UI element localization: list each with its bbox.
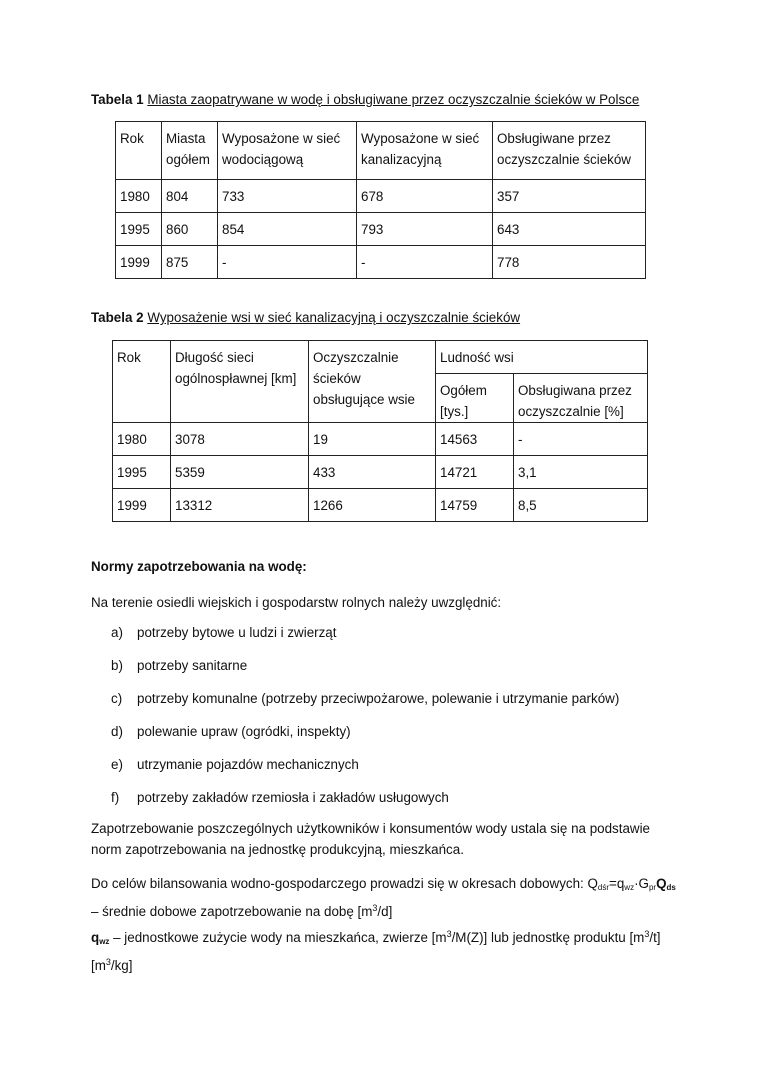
table2-header-cell: Oczyszczalnie ścieków obsługujące wsie xyxy=(309,341,436,423)
list-item-text: potrzeby komunalne (potrzeby przeciwpożarowe, polewanie i utrzymanie parków) xyxy=(137,691,620,706)
demand-paragraph: Zapotrzebowanie poszczególnych użytkowników i konsumentów wody ustala się na podstawie norm zapotrzebowania na jednostkę produkcyjną, mieszkańca. xyxy=(91,821,650,857)
list-item-text: potrzeby bytowe u ludzi i zwierząt xyxy=(137,625,337,640)
table1-caption xyxy=(91,92,639,107)
table1-header-cell: Obsługiwane przez oczyszczalnie ścieków xyxy=(493,122,646,180)
table-cell: 14759 xyxy=(436,489,514,522)
list-item-text: polewanie upraw (ogródki, inspekty) xyxy=(137,724,351,739)
list-marker: c) xyxy=(111,691,123,706)
table-cell: 643 xyxy=(493,213,646,246)
table-cell: 19 xyxy=(309,423,436,456)
table2-caption xyxy=(91,310,520,325)
balance-text: Do celów bilansowania wodno-gospodarczego prowadzi się w okresach dobowych: Q xyxy=(91,876,598,891)
subscript: ds xyxy=(666,883,676,892)
table-cell: 1266 xyxy=(309,489,436,522)
list-marker: b) xyxy=(111,658,123,673)
table2-header-row xyxy=(113,341,648,374)
norms-intro: Na terenie osiedli wiejskich i gospodarstw rolnych należy uwzględnić: xyxy=(91,595,502,610)
table-cell: - xyxy=(357,246,493,279)
norms-heading: Normy zapotrzebowania na wodę: xyxy=(91,559,307,574)
table-cell: 678 xyxy=(357,180,493,213)
balance-text: – średnie dobowe zapotrzebowanie na dobę [m xyxy=(91,904,373,919)
list-marker: a) xyxy=(111,625,123,640)
balance-text: =q xyxy=(609,876,625,891)
subscript: pr xyxy=(648,883,657,892)
superscript: 3 xyxy=(105,957,111,967)
superscript: 3 xyxy=(644,929,650,939)
table2-header-cell: Ogółem [tys.] xyxy=(436,374,514,423)
table1-header-cell: Rok xyxy=(116,122,162,180)
table-cell: 854 xyxy=(218,213,357,246)
table2 xyxy=(112,340,648,522)
table1-caption-label: Tabela 1 xyxy=(91,92,144,107)
table-cell: 357 xyxy=(493,180,646,213)
table-cell: 1999 xyxy=(113,489,171,522)
table1-header-cell: Miasta ogółem xyxy=(162,122,218,180)
subscript: dśr xyxy=(597,883,610,892)
table-cell: 1980 xyxy=(113,423,171,456)
table2-header-cell: Rok xyxy=(113,341,171,423)
table-cell: 793 xyxy=(357,213,493,246)
table-cell: 733 xyxy=(218,180,357,213)
qwz-text: /M(Z)] lub jednostkę produktu [m xyxy=(451,930,645,945)
table-cell: 433 xyxy=(309,456,436,489)
table-cell: 804 xyxy=(162,180,218,213)
table-cell: 875 xyxy=(162,246,218,279)
table-cell: - xyxy=(218,246,357,279)
table2-caption-title: Wyposażenie wsi w sieć kanalizacyjną i oczyszczalnie ścieków xyxy=(147,310,521,325)
table1 xyxy=(115,121,646,279)
table-cell: 3078 xyxy=(171,423,309,456)
table2-caption-label: Tabela 2 xyxy=(91,310,144,325)
table1-header-cell: Wyposażone w sieć wodociągową xyxy=(218,122,357,180)
table2-header-cell: Długość sieci ogólnospławnej [km] xyxy=(171,341,309,423)
table-row xyxy=(116,180,646,213)
list-item-text: potrzeby zakładów rzemiosła i zakładów usługowych xyxy=(137,790,449,805)
superscript: 3 xyxy=(372,903,378,913)
table1-header-row xyxy=(116,122,646,180)
table-cell: 14721 xyxy=(436,456,514,489)
list-marker: d) xyxy=(111,724,123,739)
table-cell: 14563 xyxy=(436,423,514,456)
list-marker: f) xyxy=(111,790,120,805)
balance-paragraph xyxy=(91,873,681,922)
table-cell: 860 xyxy=(162,213,218,246)
table-row xyxy=(113,423,648,456)
qwz-text: – jednostkowe zużycie wody na mieszkańca, zwierze [m xyxy=(109,930,447,945)
table-cell: 1980 xyxy=(116,180,162,213)
table-row xyxy=(116,213,646,246)
table2-header-cell: Ludność wsi xyxy=(436,341,648,374)
table-row xyxy=(116,246,646,279)
subscript: wz xyxy=(99,937,110,946)
qwz-text: /kg] xyxy=(110,958,133,973)
table-cell: 8,5 xyxy=(514,489,648,522)
table-cell: 3,1 xyxy=(514,456,648,489)
qwz-text: /t] [m xyxy=(91,930,661,973)
table-cell: 1995 xyxy=(113,456,171,489)
table-cell: 1995 xyxy=(116,213,162,246)
list-marker: e) xyxy=(111,757,123,772)
balance-text: ·G xyxy=(634,876,649,891)
bold-symbol: Q xyxy=(656,876,667,891)
table-cell: 13312 xyxy=(171,489,309,522)
table-row xyxy=(113,489,648,522)
table1-header-cell: Wyposażone w sieć kanalizacyjną xyxy=(357,122,493,180)
qwz-paragraph xyxy=(91,924,681,976)
balance-text: /d] xyxy=(377,904,393,919)
list-item-text: utrzymanie pojazdów mechanicznych xyxy=(137,757,359,772)
table2-header-cell: Obsługiwana przez oczyszczalnie [%] xyxy=(514,374,648,423)
table-cell: 778 xyxy=(493,246,646,279)
subscript: wz xyxy=(624,883,635,892)
superscript: 3 xyxy=(446,929,452,939)
table-cell: 1999 xyxy=(116,246,162,279)
list-item-text: potrzeby sanitarne xyxy=(137,658,248,673)
bold-symbol: q xyxy=(91,930,100,945)
table-cell: 5359 xyxy=(171,456,309,489)
table1-caption-title: Miasta zaopatrywane w wodę i obsługiwane przez oczyszczalnie ścieków w Polsce xyxy=(147,92,640,107)
table-row xyxy=(113,456,648,489)
table-cell: - xyxy=(514,423,648,456)
